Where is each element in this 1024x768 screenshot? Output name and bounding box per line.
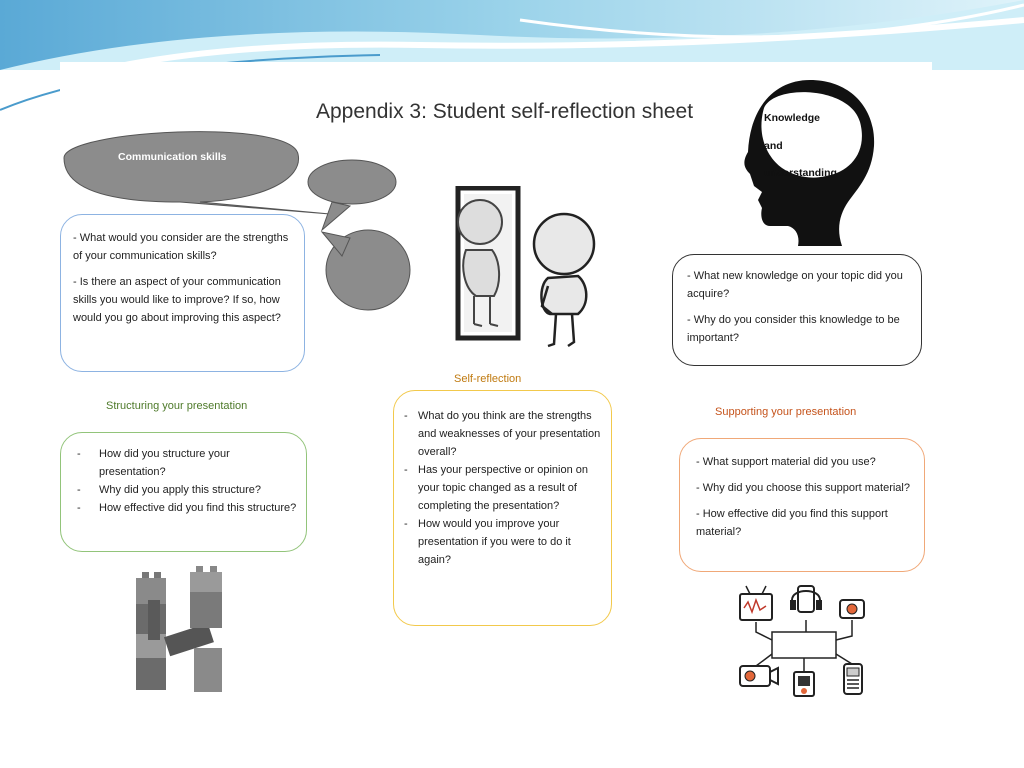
structuring-item: - How did you structure your presentation?	[71, 445, 298, 481]
head-silhouette-icon	[740, 78, 880, 250]
structuring-item: - Why did you apply this structure?	[71, 481, 298, 499]
supporting-heading: Supporting your presentation	[715, 406, 857, 418]
self-reflection-item: - How would you improve your presentation if you were to do it again?	[404, 515, 603, 569]
brain-word: Knowledge	[764, 112, 821, 124]
mirror-figure-icon	[452, 186, 602, 352]
knowledge-question: - What new knowledge on your topic did you acquire?	[687, 270, 903, 300]
communication-question: - What would you consider are the strengths of your communication skills?	[73, 232, 289, 262]
communication-bubble-label: Communication skills	[118, 151, 227, 163]
page-title: Appendix 3: Student self-reflection sheet	[316, 100, 694, 123]
knowledge-question: - Why do you consider this knowledge to be important?	[687, 314, 900, 344]
brain-word: and	[764, 140, 783, 152]
structuring-questions-box	[60, 432, 307, 552]
letter-k-blocks-icon	[130, 564, 240, 696]
structuring-item: - How effective did you find this structure?	[71, 499, 298, 517]
supporting-question: - How effective did you find this support material?	[696, 508, 888, 538]
supporting-questions-box	[679, 438, 925, 572]
communication-questions-box	[60, 214, 305, 372]
self-reflection-heading: Self-reflection	[454, 373, 522, 385]
supporting-question: - What support material did you use?	[696, 456, 876, 468]
brain-word: understanding	[764, 167, 837, 179]
media-devices-icon	[736, 580, 870, 698]
communication-question: - Is there an aspect of your communication skills you would like to improve? If so, how would you go about improving this aspect?	[73, 276, 281, 324]
structuring-heading: Structuring your presentation	[106, 400, 248, 412]
self-reflection-item: - What do you think are the strengths and weaknesses of your presentation overall?	[404, 407, 603, 461]
knowledge-questions-box	[672, 254, 922, 366]
supporting-question: - Why did you choose this support material?	[696, 482, 910, 494]
self-reflection-questions-box	[393, 390, 612, 626]
self-reflection-item: - Has your perspective or opinion on your topic changed as a result of completing the presentation?	[404, 461, 603, 515]
